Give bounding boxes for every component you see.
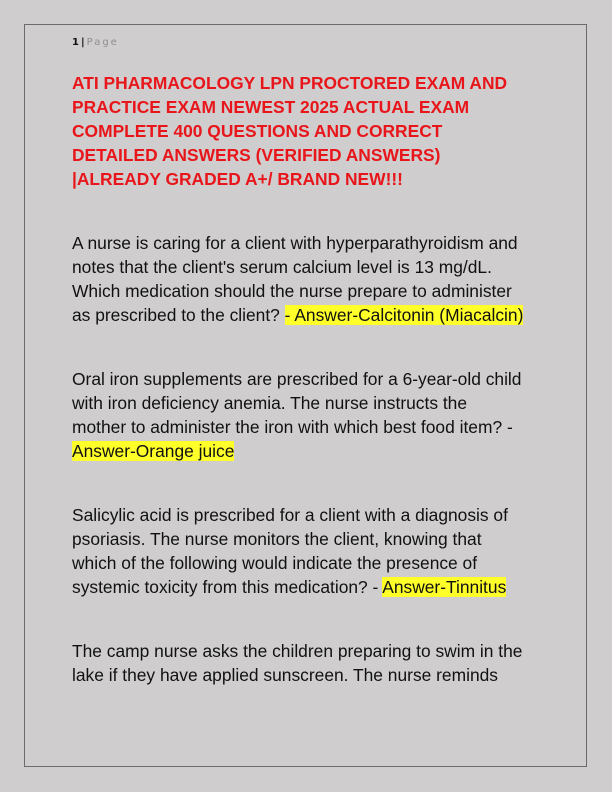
question-text: systemic toxicity from this medication? - <box>72 577 383 597</box>
question-line <box>72 303 552 327</box>
title-line: COMPLETE 400 QUESTIONS AND CORRECT <box>72 121 443 141</box>
page-label: Page <box>86 37 119 48</box>
question-line: notes that the client's serum calcium level is 13 mg/dL. <box>72 257 492 277</box>
question-line <box>72 575 552 599</box>
answer-highlight: Answer-Orange juice <box>72 441 235 461</box>
title-line: |ALREADY GRADED A+/ BRAND NEW!!! <box>72 169 403 189</box>
page-header <box>72 36 119 50</box>
question-line: The camp nurse asks the children preparing to swim in the <box>72 641 523 661</box>
document-title <box>72 71 552 191</box>
question-block-4 <box>72 639 552 687</box>
title-line: PRACTICE EXAM NEWEST 2025 ACTUAL EXAM <box>72 97 470 117</box>
title-line: DETAILED ANSWERS (VERIFIED ANSWERS) <box>72 145 441 165</box>
question-line: with iron deficiency anemia. The nurse instructs the <box>72 393 468 413</box>
question-block-1 <box>72 231 552 327</box>
question-line: which of the following would indicate the presence of <box>72 553 478 573</box>
question-line: Salicylic acid is prescribed for a client with a diagnosis of <box>72 505 508 525</box>
question-line: Which medication should the nurse prepare to administer <box>72 281 512 301</box>
title-line: ATI PHARMACOLOGY LPN PROCTORED EXAM AND <box>72 73 508 93</box>
question-text: as prescribed to the client? <box>72 305 285 325</box>
page-separator: | <box>80 37 85 48</box>
question-line: Oral iron supplements are prescribed for a 6-year-old child <box>72 369 522 389</box>
question-block-2 <box>72 367 552 463</box>
answer-highlight: Answer-Tinnitus <box>382 577 507 597</box>
question-line: mother to administer the iron with which best food item? - <box>72 417 513 437</box>
question-line: psoriasis. The nurse monitors the client, knowing that <box>72 529 482 549</box>
question-line: A nurse is caring for a client with hyperparathyroidism and <box>72 233 518 253</box>
question-line: lake if they have applied sunscreen. The nurse reminds <box>72 665 498 685</box>
answer-highlight: - Answer-Calcitonin (Miacalcin) <box>284 305 524 325</box>
question-block-3 <box>72 503 552 599</box>
question-line <box>72 439 552 463</box>
page-number: 1 <box>72 37 79 48</box>
